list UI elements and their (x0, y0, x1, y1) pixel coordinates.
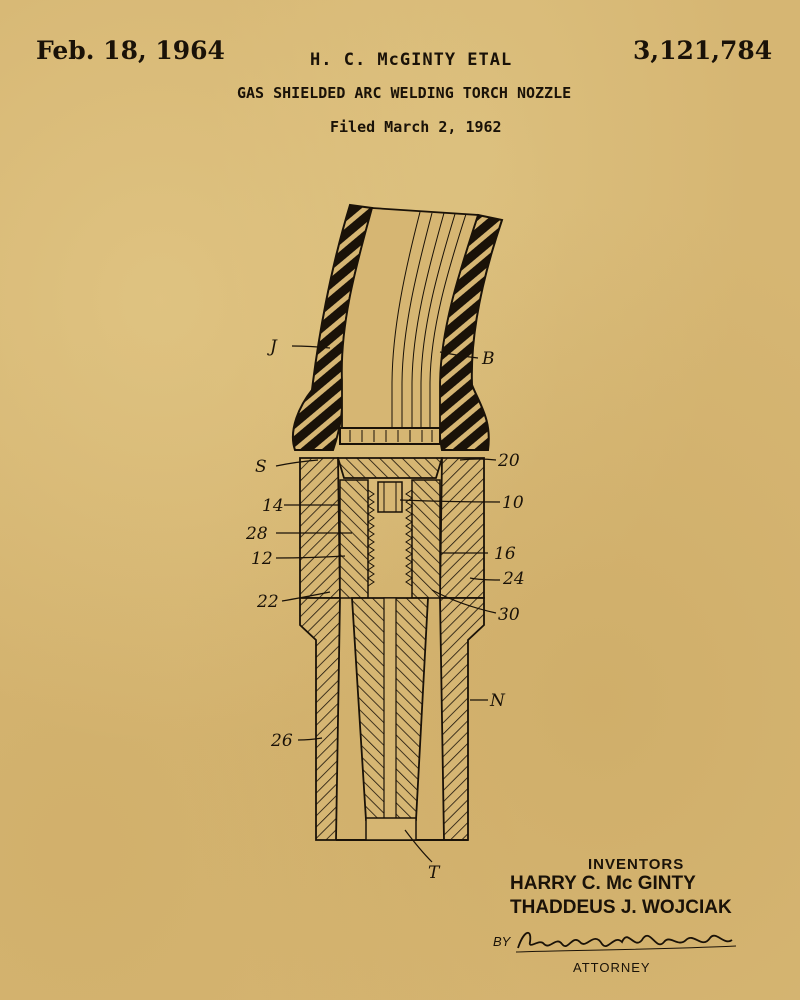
ref-20: 20 (498, 451, 520, 471)
ref-10: 10 (502, 493, 524, 513)
ref-S: S (255, 457, 267, 477)
ref-24: 24 (503, 569, 525, 589)
inventor-heading: H. C. McGINTY ETAL (310, 50, 513, 70)
ref-14: 14 (262, 496, 284, 516)
patent-title: GAS SHIELDED ARC WELDING TORCH NOZZLE (237, 84, 572, 102)
nozzle-left-wall (300, 598, 340, 840)
patent-date: Feb. 18, 1964 (36, 36, 225, 65)
connector-taper (338, 458, 442, 478)
inventors-label: INVENTORS (588, 856, 685, 873)
outer-fitting-left (300, 458, 340, 598)
ref-22: 22 (257, 592, 279, 612)
by-label: BY (493, 934, 511, 949)
ref-30: 30 (498, 605, 520, 625)
attorney-label: ATTORNEY (573, 960, 651, 975)
ref-12: 12 (251, 549, 273, 569)
ref-N: N (490, 691, 505, 711)
ref-16: 16 (494, 544, 516, 564)
ref-T: T (428, 863, 440, 883)
ref-26: 26 (271, 731, 293, 751)
outer-fitting-right (440, 458, 484, 598)
ref-28: 28 (246, 524, 268, 544)
inventor-name-2: THADDEUS J. WOJCIAK (510, 897, 732, 918)
patent-number: 3,121,784 (633, 36, 773, 65)
ref-B: B (482, 349, 495, 369)
attorney-signature (510, 920, 740, 960)
nozzle-right-wall (440, 598, 484, 840)
filed-date: Filed March 2, 1962 (330, 118, 502, 136)
inventor-name-1: HARRY C. Mc GINTY (510, 873, 696, 894)
ref-J: J (270, 337, 277, 357)
